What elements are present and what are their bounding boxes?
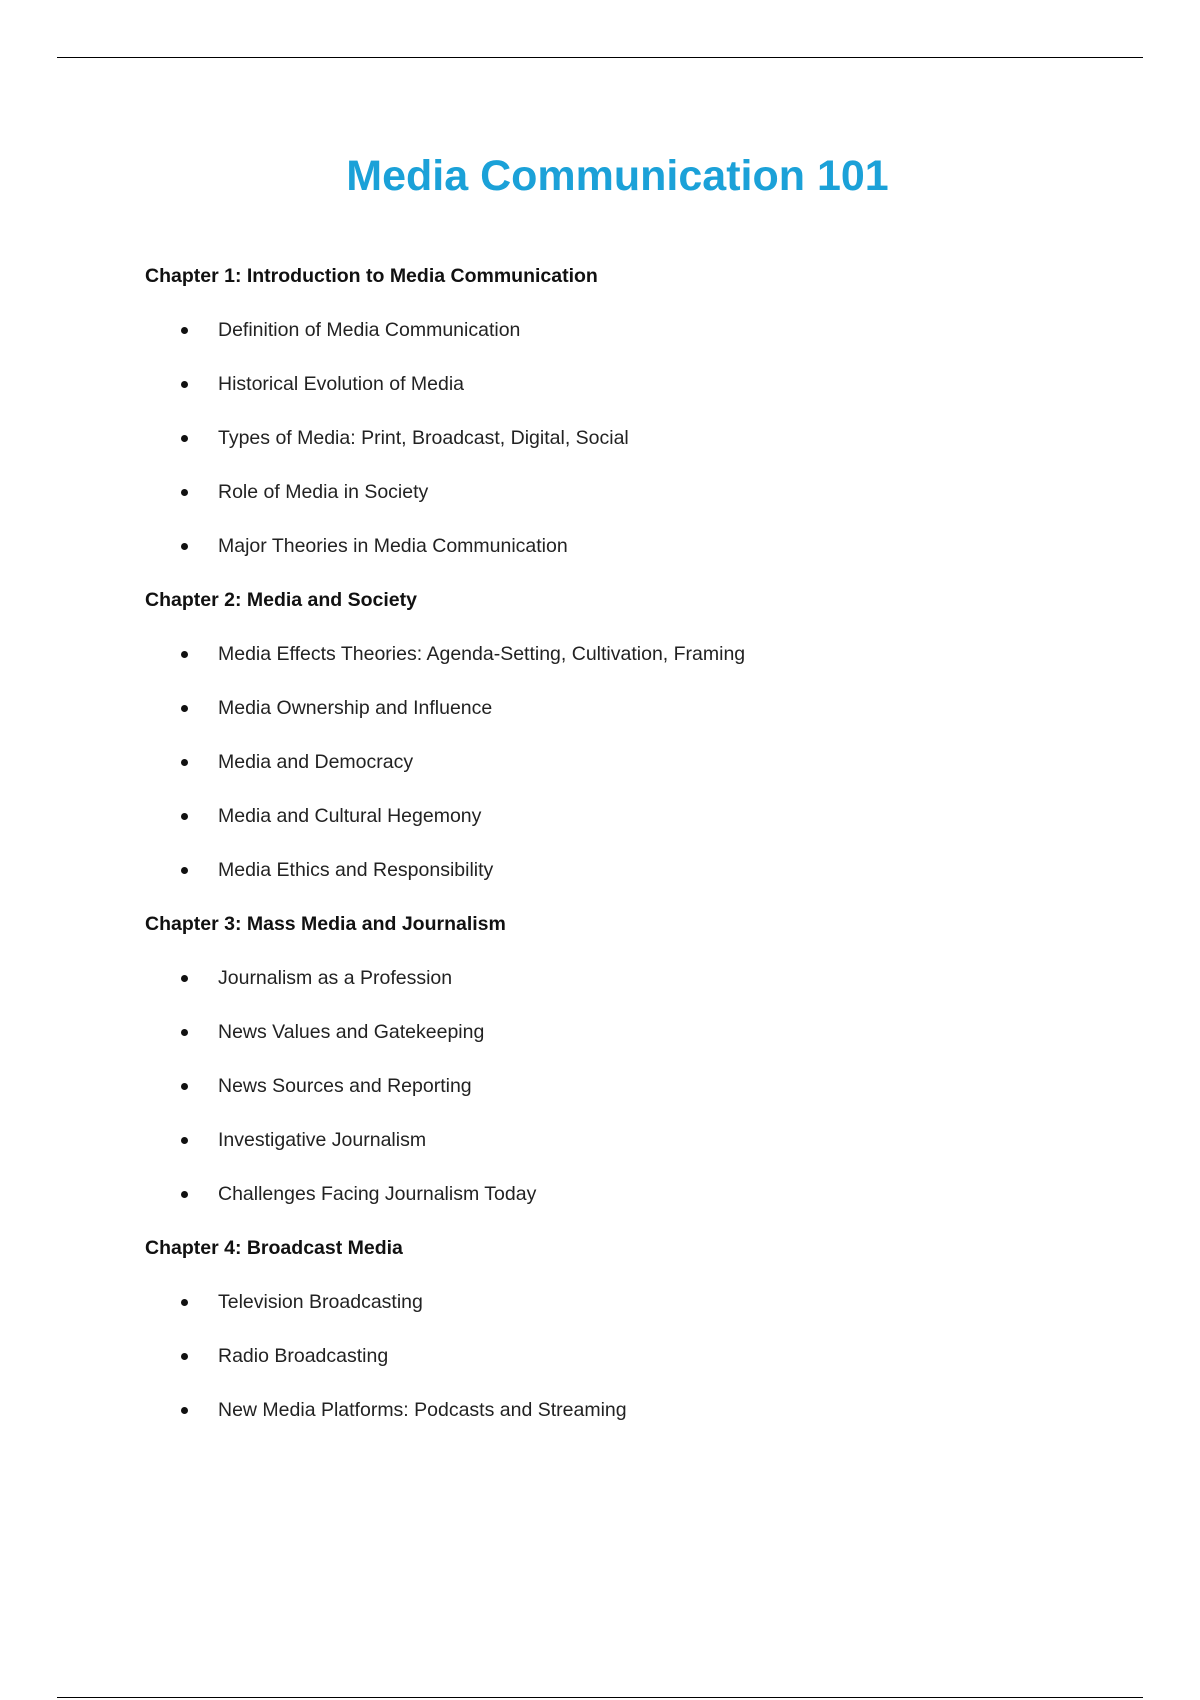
list-item — [145, 424, 1145, 452]
list-item-text: Media Ownership and Influence — [218, 697, 493, 719]
bullet-icon — [181, 1191, 188, 1198]
chapter-1-list — [145, 316, 1145, 560]
list-item — [145, 694, 1145, 722]
bullet-icon — [181, 1029, 188, 1036]
list-item-text: Historical Evolution of Media — [218, 373, 465, 395]
header-rule — [57, 57, 1143, 58]
list-item-text: Media and Cultural Hegemony — [218, 805, 482, 827]
list-item — [145, 532, 1145, 560]
chapter-4-heading: Chapter 4: Broadcast Media — [145, 1237, 403, 1259]
list-item-text: Radio Broadcasting — [218, 1345, 389, 1367]
chapter-2-list — [145, 640, 1145, 884]
bullet-icon — [181, 435, 188, 442]
list-item-text: Role of Media in Society — [218, 481, 429, 503]
chapter-3-list — [145, 964, 1145, 1208]
list-item — [145, 1396, 1145, 1424]
list-item — [145, 1072, 1145, 1100]
list-item-text: Definition of Media Communication — [218, 319, 521, 341]
bullet-icon — [181, 759, 188, 766]
bullet-icon — [181, 975, 188, 982]
bullet-icon — [181, 813, 188, 820]
list-item — [145, 748, 1145, 776]
list-item — [145, 1126, 1145, 1154]
bullet-icon — [181, 867, 188, 874]
list-item — [145, 1180, 1145, 1208]
list-item-text: Major Theories in Media Communication — [218, 535, 568, 557]
list-item-text: Investigative Journalism — [218, 1129, 427, 1151]
list-item — [145, 1018, 1145, 1046]
list-item-text: News Sources and Reporting — [218, 1075, 472, 1097]
chapter-4-list — [145, 1288, 1145, 1424]
list-item-text: Journalism as a Profession — [218, 967, 453, 989]
bullet-icon — [181, 1299, 188, 1306]
list-item — [145, 1342, 1145, 1370]
bullet-icon — [181, 381, 188, 388]
footer-rule — [57, 1697, 1143, 1698]
document-body — [145, 262, 1145, 1450]
list-item — [145, 1288, 1145, 1316]
chapter-3-heading: Chapter 3: Mass Media and Journalism — [145, 913, 506, 935]
bullet-icon — [181, 1353, 188, 1360]
bullet-icon — [181, 327, 188, 334]
bullet-icon — [181, 543, 188, 550]
chapter-2-heading: Chapter 2: Media and Society — [145, 589, 417, 611]
document-title: Media Communication 101 — [346, 152, 889, 200]
list-item-text: Media and Democracy — [218, 751, 414, 773]
list-item-text: Television Broadcasting — [218, 1291, 423, 1313]
list-item-text: News Values and Gatekeeping — [218, 1021, 485, 1043]
list-item — [145, 640, 1145, 668]
chapter-1-heading: Chapter 1: Introduction to Media Communication — [145, 265, 598, 287]
bullet-icon — [181, 489, 188, 496]
bullet-icon — [181, 1137, 188, 1144]
list-item — [145, 478, 1145, 506]
list-item — [145, 370, 1145, 398]
list-item-text: New Media Platforms: Podcasts and Streaming — [218, 1399, 627, 1421]
list-item — [145, 316, 1145, 344]
bullet-icon — [181, 705, 188, 712]
bullet-icon — [181, 1083, 188, 1090]
list-item — [145, 856, 1145, 884]
bullet-icon — [181, 1407, 188, 1414]
list-item-text: Types of Media: Print, Broadcast, Digital, Social — [218, 427, 629, 449]
list-item — [145, 964, 1145, 992]
list-item-text: Media Ethics and Responsibility — [218, 859, 494, 881]
list-item — [145, 802, 1145, 830]
bullet-icon — [181, 651, 188, 658]
list-item-text: Media Effects Theories: Agenda-Setting, Cultivation, Framing — [218, 643, 746, 665]
list-item-text: Challenges Facing Journalism Today — [218, 1183, 537, 1205]
